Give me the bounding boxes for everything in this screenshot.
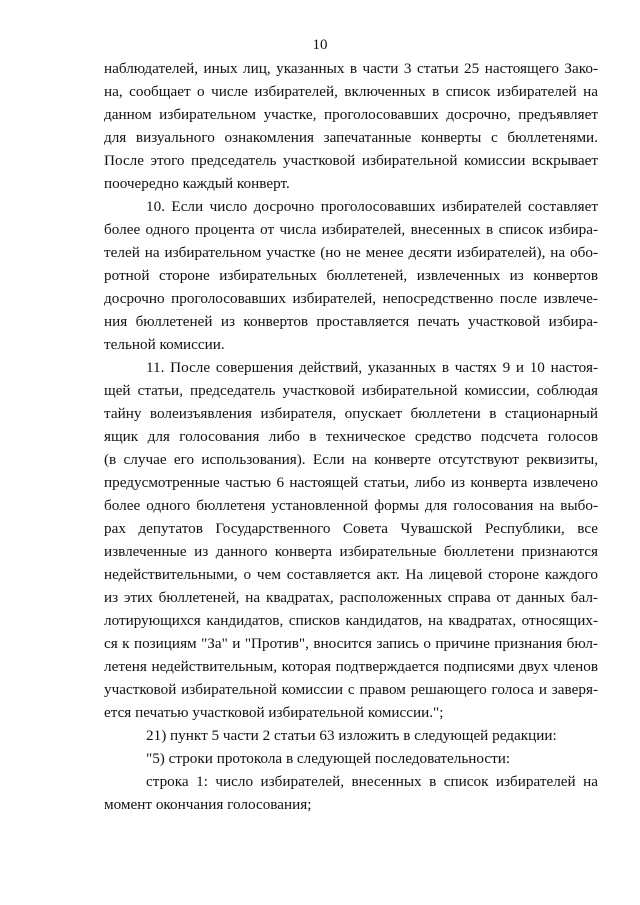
text-line: ния бюллетеней из конвертов проставляется печать участковой избира- xyxy=(104,313,598,330)
text-line: 21) пункт 5 части 2 статьи 63 изложить в следующей редакции: xyxy=(146,727,557,744)
text-line: ся к позициям "За" и "Против", вносится запись о причине признания бюл- xyxy=(104,635,598,652)
text-line: (в случае его использования). Если на конверте отсутствуют реквизиты, xyxy=(104,451,598,468)
text-line: рах депутатов Государственного Совета Чувашской Республики, все xyxy=(104,520,598,537)
text-line: щей статьи, председатель участковой избирательной комиссии, соблюдая xyxy=(104,382,598,399)
text-line: ротной стороне избирательных бюллетеней, извлеченных из конвертов xyxy=(104,267,598,284)
text-line: предусмотренные частью 6 настоящей статьи, либо из конверта извлечено xyxy=(104,474,598,491)
text-line: "5) строки протокола в следующей последовательности: xyxy=(146,750,511,767)
text-line: для визуального ознакомления запечатанные конверты с бюллетенями. xyxy=(104,129,598,146)
text-line: летеня недействительным, которая подтверждается подписями двух членов xyxy=(104,658,598,675)
text-line: более одного процента от числа избирателей, внесенных в список избира- xyxy=(104,221,598,238)
text-line: ящик для голосования либо в техническое средство подсчета голосов xyxy=(104,428,598,445)
text-line: момент окончания голосования; xyxy=(104,796,312,813)
text-line: тельной комиссии. xyxy=(104,336,225,353)
page-number: 10 xyxy=(312,37,328,53)
document-body xyxy=(104,57,598,816)
text-line: лотирующихся кандидатов, списков кандидатов, на квадратах, относящих- xyxy=(104,612,598,629)
text-line: более одного бюллетеня установленной формы для голосования на выбо- xyxy=(104,497,598,514)
text-line: телей на избирательном участке (но не менее десяти избирателей), на обо- xyxy=(104,244,598,261)
text-line: недействительными, о чем составляется акт. На лицевой стороне каждого xyxy=(104,566,598,583)
text-line: тайну волеизъявления избирателя, опускает бюллетени в стационарный xyxy=(104,405,598,422)
text-line: досрочно проголосовавших избирателей, непосредственно после извлече- xyxy=(104,290,598,307)
text-line: данном избирательном участке, проголосовавших досрочно, предъявляет xyxy=(104,106,598,123)
text-line: извлеченные из данного конверта избирательные бюллетени признаются xyxy=(104,543,598,560)
text-line: наблюдателей, иных лиц, указанных в части 3 статьи 25 настоящего Зако- xyxy=(104,60,598,77)
text-line: ется печатью участковой избирательной комиссии."; xyxy=(104,704,444,721)
text-line: После этого председатель участковой избирательной комиссии вскрывает xyxy=(104,152,598,169)
text-line: из этих бюллетеней, на квадратах, расположенных справа от данных бал- xyxy=(104,589,598,606)
text-line: 10. Если число досрочно проголосовавших избирателей составляет xyxy=(146,198,598,215)
text-line: поочередно каждый конверт. xyxy=(104,175,290,192)
text-line: строка 1: число избирателей, внесенных в список избирателей на xyxy=(146,773,598,790)
text-line: на, сообщает о числе избирателей, включенных в список избирателей на xyxy=(104,83,598,100)
text-line: участковой избирательной комиссии с правом решающего голоса и заверя- xyxy=(104,681,598,698)
text-line: 11. После совершения действий, указанных в частях 9 и 10 настоя- xyxy=(146,359,598,376)
